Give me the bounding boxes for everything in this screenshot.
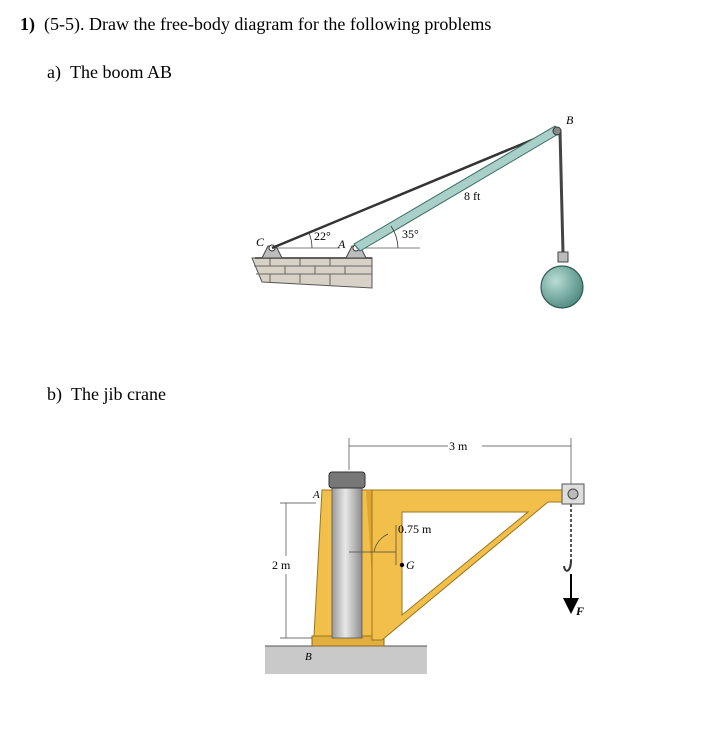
column-cap <box>329 472 365 488</box>
label-a: A <box>338 237 346 251</box>
ball-hook <box>558 252 568 262</box>
label-a-crane: A <box>313 489 320 501</box>
hook <box>564 560 571 571</box>
brick-wall <box>252 258 372 288</box>
question-number: 1) <box>20 14 35 34</box>
center-of-gravity-g <box>400 563 404 567</box>
label-angle-cable: 22° <box>314 229 331 243</box>
label-span: 3 m <box>449 439 468 453</box>
label-c: C <box>256 235 265 249</box>
label-angle-boom: 35° <box>402 227 419 241</box>
label-g: G <box>406 558 415 572</box>
wrecking-ball <box>541 266 583 308</box>
boom-ab <box>354 126 560 251</box>
label-b: B <box>566 113 574 127</box>
crane-column <box>332 486 362 638</box>
label-b-crane: B <box>305 651 312 663</box>
pin-b <box>553 127 561 135</box>
label-offset: 0.75 m <box>398 522 432 536</box>
part-a-text: The boom AB <box>69 62 172 82</box>
ground <box>265 646 427 674</box>
boom-figure <box>252 113 583 308</box>
jib-crane-figure <box>265 438 584 674</box>
part-a-letter: a) <box>47 62 61 82</box>
label-height: 2 m <box>272 558 291 572</box>
part-b-letter: b) <box>47 384 62 404</box>
hanging-cable <box>560 131 563 253</box>
label-length: 8 ft <box>464 189 481 203</box>
part-b-text: The jib crane <box>71 384 166 404</box>
question-text: (5-5). Draw the free-body diagram for the following problems <box>44 14 492 34</box>
label-f: F <box>576 604 585 618</box>
